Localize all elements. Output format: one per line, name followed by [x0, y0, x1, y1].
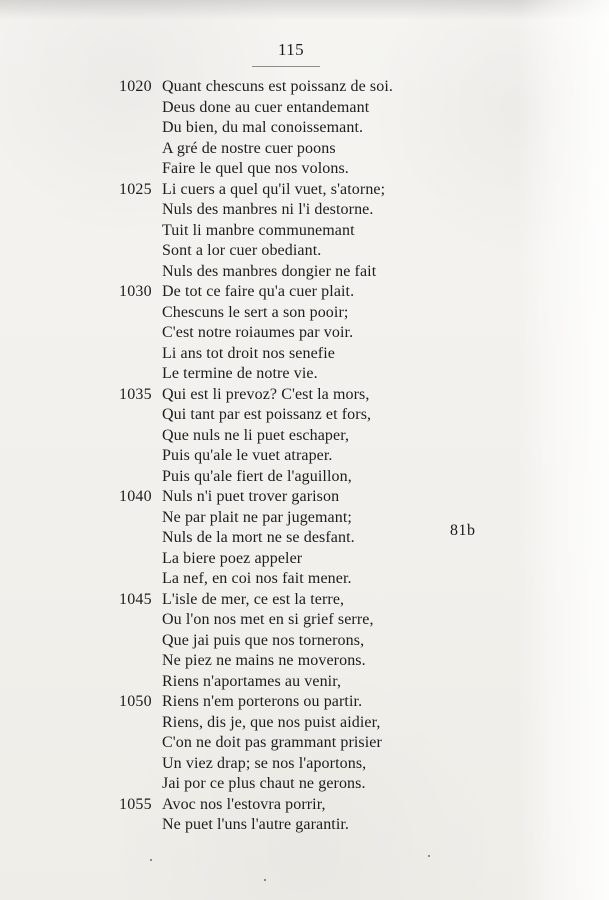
- verse-line: [0, 467, 609, 487]
- verse-line: [0, 200, 609, 220]
- verse-line-text: Ne puet l'uns l'autre garantir.: [162, 816, 350, 833]
- verse-line-number: 1020: [119, 78, 152, 95]
- verse-line: [0, 303, 609, 323]
- verse-line-text: Nuls n'i puet trover garison: [162, 488, 340, 505]
- verse-line: [0, 98, 609, 118]
- verse-line: [0, 815, 609, 835]
- margin-folio-note: 81b: [450, 522, 476, 539]
- verse-line: [0, 262, 609, 282]
- verse-line: [0, 795, 609, 815]
- verse-line-text: Faire le quel que nos volons.: [162, 160, 349, 177]
- verse-line-text: La biere poez appeler: [162, 549, 303, 567]
- verse-line-text: Riens, dis je, que nos puist aidier,: [162, 713, 381, 731]
- verse-line-text: De tot ce faire qu'a cuer plait.: [162, 283, 355, 300]
- verse-line: [0, 139, 609, 159]
- verse-line-text: Ne par plait ne par jugemant;: [162, 508, 352, 526]
- verse-line-text: Li cuers a quel qu'il vuet, s'atorne;: [162, 180, 386, 198]
- verse-line-text: Ou l'on nos met en si grief serre,: [162, 611, 374, 628]
- verse-line: [0, 221, 609, 241]
- verse-line-text: Puis qu'ale le vuet atraper.: [162, 447, 333, 464]
- verse-line: [0, 77, 609, 97]
- verse-line-number: 1040: [119, 488, 152, 505]
- verse-line-number: 1035: [119, 385, 152, 403]
- verse-line-text: Ne piez ne mains ne moverons.: [162, 652, 366, 669]
- verse-line: [0, 487, 609, 507]
- paper-speck: [264, 879, 266, 881]
- verse-line-text: A gré de nostre cuer poons: [162, 139, 336, 157]
- verse-line: [0, 241, 609, 261]
- page-number-rule: [252, 66, 320, 67]
- verse-line: [0, 508, 609, 528]
- verse-line: [0, 692, 609, 712]
- verse-line-text: C'on ne doit pas grammant prisier: [162, 734, 382, 751]
- verse-line-text: L'isle de mer, ce est la terre,: [162, 590, 345, 608]
- verse-line: [0, 569, 609, 589]
- verse-line: [0, 610, 609, 630]
- verse-line: [0, 713, 609, 733]
- verse-line: [0, 405, 609, 425]
- verse-line: [0, 733, 609, 753]
- verse-line-text: Que jai puis que nos tornerons,: [162, 631, 365, 649]
- verse-line: [0, 118, 609, 138]
- verse-line: [0, 590, 609, 610]
- verse-line-text: Que nuls ne li puet eschaper,: [162, 426, 350, 444]
- verse-line-text: Nuls de la mort ne se desfant.: [162, 529, 355, 546]
- verse-line-text: C'est notre roiaumes par voir.: [162, 324, 354, 341]
- verse-line-text: Jai por ce plus chaut ne gerons.: [162, 775, 366, 792]
- verse-line-text: Le termine de notre vie.: [162, 365, 318, 382]
- verse-line-number: 1025: [119, 180, 152, 198]
- verse-line-text: Riens n'aportames au venir,: [162, 672, 342, 690]
- verse-line: [0, 549, 609, 569]
- verse-line-text: Du bien, du mal conoissemant.: [162, 119, 364, 136]
- verse-line-text: Sont a lor cuer obediant.: [162, 242, 322, 259]
- verse-line-number: 1045: [119, 590, 152, 608]
- verse-line-number: 1030: [119, 283, 152, 300]
- verse-line-text: Qui est li prevoz? C'est la mors,: [162, 385, 370, 403]
- verse-line: [0, 651, 609, 671]
- verse-line: [0, 631, 609, 651]
- verse-line: [0, 528, 609, 548]
- verse-line: [0, 180, 609, 200]
- verse-line: [0, 774, 609, 794]
- verse-line: [0, 364, 609, 384]
- verse-line-text: Li ans tot droit nos senefie: [162, 344, 335, 362]
- verse-line-text: Chescuns le sert a son pooir;: [162, 303, 349, 321]
- verse-line-text: La nef, en coi nos fait mener.: [162, 570, 352, 587]
- verse-line-text: Nuls des manbres dongier ne fait: [162, 262, 377, 280]
- verse-line-text: Nuls des manbres ni l'i destorne.: [162, 201, 374, 218]
- page-number: 115: [277, 40, 305, 59]
- verse-line: [0, 446, 609, 466]
- verse-line: [0, 754, 609, 774]
- paper-speck: [428, 855, 430, 857]
- verse-line: [0, 159, 609, 179]
- verse-line-text: Qui tant par est poissanz et fors,: [162, 406, 372, 423]
- verse-line-text: Deus done au cuer entandemant: [162, 98, 370, 116]
- verse-line-text: Un viez drap; se nos l'aportons,: [162, 754, 367, 772]
- verse-line-text: Tuit li manbre communemant: [162, 221, 355, 239]
- verse-line: [0, 282, 609, 302]
- verse-line-text: Riens n'em porterons ou partir.: [162, 693, 363, 710]
- paper-speck: [150, 859, 152, 861]
- verse-line-number: 1055: [119, 795, 152, 813]
- verse-line-text: Quant chescuns est poissanz de soi.: [162, 78, 394, 95]
- verse-line: [0, 426, 609, 446]
- verse-line-number: 1050: [119, 693, 152, 710]
- verse-line-text: Avoc nos l'estovra porrir,: [162, 795, 326, 813]
- verse-line: [0, 323, 609, 343]
- verse-line: [0, 672, 609, 692]
- verse-line-text: Puis qu'ale fiert de l'aguillon,: [162, 467, 352, 485]
- verse-line: [0, 385, 609, 405]
- verse-line: [0, 344, 609, 364]
